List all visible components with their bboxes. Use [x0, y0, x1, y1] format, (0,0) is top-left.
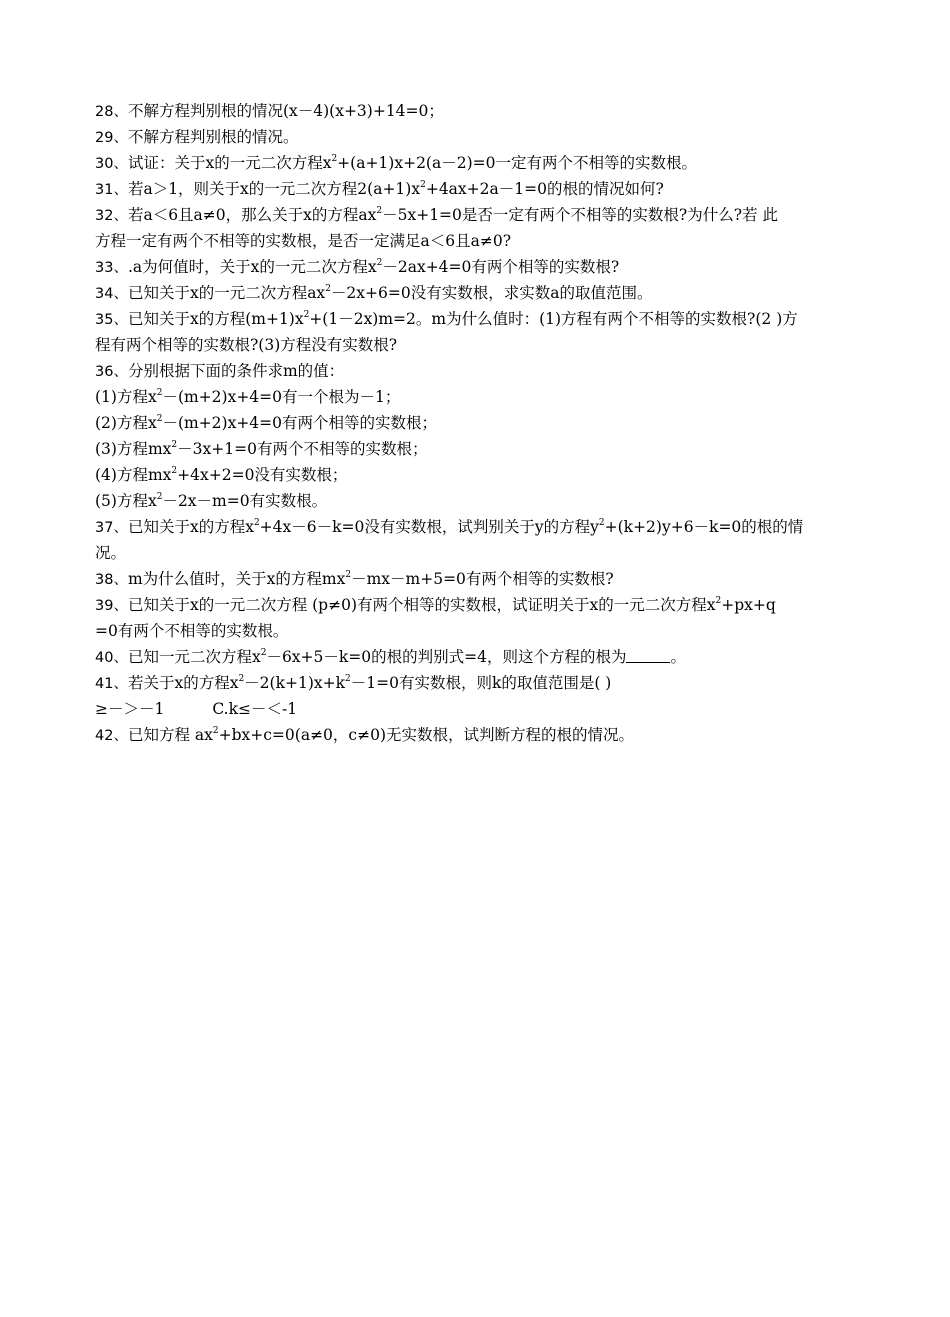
question-text: (1)方程x	[95, 388, 157, 406]
question-text: －3x+1=0有两个不相等的实数根；	[177, 440, 428, 458]
question-text: +4x+2=0没有实数根；	[177, 466, 348, 484]
question-number: 30、	[95, 156, 128, 172]
exponent: 2	[253, 518, 260, 528]
question-text: 方程一定有两个不相等的实数根，是否一定满足a＜6且a≠0?	[95, 232, 512, 250]
question-text: －1=0有实数根，则k的取值范围是( )	[350, 674, 612, 692]
question-text: +bx+c=0(a≠0，c≠0)无实数根，试判断方程的根的情况。	[218, 726, 634, 744]
question-35-continued	[95, 332, 865, 358]
question-36-part-1	[95, 384, 865, 410]
question-text: 已知一元二次方程x	[127, 648, 261, 666]
question-text: +(1－2x)m=2。m为什么值时：(1)方程有两个不相等的实数根?(2 )方	[309, 310, 798, 328]
exponent: 2	[171, 466, 178, 476]
question-number: 36、	[95, 364, 128, 380]
question-text: 分别根据下面的条件求m的值：	[127, 362, 345, 380]
question-text: 已知关于x的一元二次方程 (p≠0)有两个相等的实数根，试证明关于x的一元二次方程x	[127, 596, 716, 614]
question-number: 35、	[95, 312, 128, 328]
answer-blank	[626, 648, 670, 663]
question-text: +(a+1)x+2(a－2)=0一定有两个不相等的实数根。	[337, 154, 697, 172]
question-number: 39、	[95, 598, 128, 614]
question-37	[95, 514, 865, 540]
answer-option: C.k≤－＜-1	[212, 700, 298, 718]
question-32	[95, 202, 865, 228]
question-text: =0有两个不相等的实数根。	[95, 622, 289, 640]
exponent: 2	[156, 492, 163, 502]
question-text: －2ax+4=0有两个相等的实数根?	[382, 258, 620, 276]
question-number: 32、	[95, 208, 128, 224]
question-text: －(m+2)x+4=0有一个根为－1；	[162, 388, 401, 406]
question-text: 不解方程判别根的情况(x－4)(x+3)+14=0；	[127, 102, 444, 120]
question-text: (3)方程mx	[95, 440, 172, 458]
question-number: 33、	[95, 260, 128, 276]
exponent: 2	[260, 648, 267, 658]
exponent: 2	[331, 154, 338, 164]
question-text: (5)方程x	[95, 492, 157, 510]
question-number: 37、	[95, 520, 128, 536]
question-36-part-4	[95, 462, 865, 488]
question-29	[95, 124, 865, 150]
exponent: 2	[376, 258, 383, 268]
question-number: 40、	[95, 650, 128, 666]
question-number: 29、	[95, 130, 128, 146]
question-28	[95, 98, 865, 124]
exponent: 2	[598, 518, 605, 528]
question-number: 38、	[95, 572, 128, 588]
exponent: 2	[238, 674, 245, 684]
question-42	[95, 722, 865, 748]
question-text: 已知关于x的方程x	[127, 518, 254, 536]
exponent: 2	[156, 414, 163, 424]
question-text: －mx－m+5=0有两个相等的实数根?	[351, 570, 614, 588]
exponent: 2	[212, 726, 219, 736]
exponent: 2	[345, 674, 351, 684]
question-text: 程有两个相等的实数根?(3)方程没有实数根?	[95, 336, 398, 354]
exponent: 2	[376, 206, 383, 216]
exponent: 2	[303, 310, 310, 320]
question-number: 28、	[95, 104, 128, 120]
question-text: 。	[670, 648, 686, 666]
question-41-options	[95, 696, 865, 722]
question-number: 42、	[95, 728, 128, 744]
question-text: 若a＞1，则关于x的一元二次方程2(a+1)x	[127, 180, 421, 198]
question-number: 34、	[95, 286, 128, 302]
question-text: －6x+5－k=0的根的判别式=4，则这个方程的根为	[266, 648, 627, 666]
question-39-continued	[95, 618, 865, 644]
question-text: 若a＜6且a≠0，那么关于x的方程ax	[127, 206, 377, 224]
question-text: +(k+2)y+6－k=0的根的情	[604, 518, 804, 536]
exponent: 2	[715, 596, 722, 606]
question-37-continued	[95, 540, 865, 566]
question-31	[95, 176, 865, 202]
question-text: 若关于x的方程x	[127, 674, 239, 692]
question-34	[95, 280, 865, 306]
question-35	[95, 306, 865, 332]
question-30	[95, 150, 865, 176]
exponent: 2	[325, 284, 331, 294]
question-text: 不解方程判别根的情况。	[127, 128, 299, 146]
question-text: －2x－m=0有实数根。	[162, 492, 328, 510]
question-32-continued	[95, 228, 865, 254]
question-text: －2x+6=0没有实数根，求实数a的取值范围。	[330, 284, 653, 302]
exponent: 2	[345, 570, 352, 580]
question-number: 31、	[95, 182, 128, 198]
question-text: 已知关于x的一元二次方程ax	[127, 284, 326, 302]
question-text: (2)方程x	[95, 414, 157, 432]
document-page	[95, 98, 865, 748]
question-text: 试证：关于x的一元二次方程x	[127, 154, 332, 172]
question-41	[95, 670, 865, 696]
question-text: (4)方程mx	[95, 466, 172, 484]
question-text: 已知方程 ax	[127, 726, 213, 744]
question-39	[95, 592, 865, 618]
question-text: +4ax+2a－1=0的根的情况如何?	[425, 180, 664, 198]
question-text: 况。	[95, 544, 127, 562]
question-33	[95, 254, 865, 280]
question-36-part-2	[95, 410, 865, 436]
exponent: 2	[171, 440, 178, 450]
question-40	[95, 644, 865, 670]
question-text: +4x－6－k=0没有实数根，试判别关于y的方程y	[259, 518, 599, 536]
question-text: .a为何值时，关于x的一元二次方程x	[127, 258, 377, 276]
question-36	[95, 358, 865, 384]
answer-option: ≥－＞－1	[95, 700, 165, 718]
question-38	[95, 566, 865, 592]
question-text: －5x+1=0是否一定有两个不相等的实数根?为什么?若 此	[382, 206, 778, 224]
question-number: 41、	[95, 676, 128, 692]
question-text: 已知关于x的方程(m+1)x	[127, 310, 304, 328]
exponent: 2	[156, 388, 163, 398]
question-text: －(m+2)x+4=0有两个相等的实数根；	[162, 414, 438, 432]
question-36-part-3	[95, 436, 865, 462]
question-36-part-5	[95, 488, 865, 514]
question-text: －2(k+1)x+k	[244, 674, 345, 692]
question-text: m为什么值时，关于x的方程mx	[127, 570, 346, 588]
question-text: +px+q	[721, 596, 776, 614]
exponent: 2	[420, 180, 426, 190]
